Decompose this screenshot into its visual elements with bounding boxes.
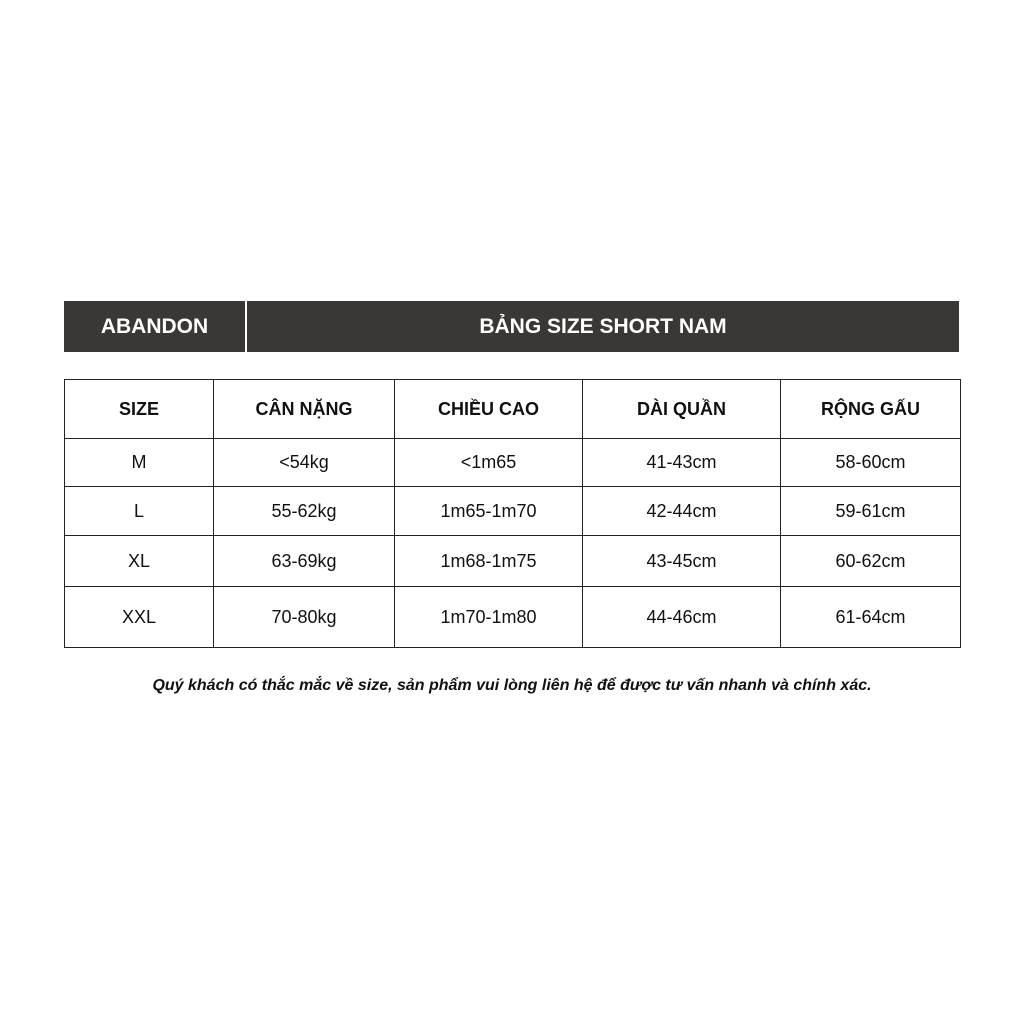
cell-length: 43-45cm — [583, 536, 781, 587]
cell-size: L — [65, 487, 214, 536]
cell-size: XXL — [65, 587, 214, 648]
table-row — [65, 536, 961, 587]
table-row — [65, 487, 961, 536]
cell-height: 1m70-1m80 — [395, 587, 583, 648]
table-row — [65, 587, 961, 648]
size-chart-table — [64, 379, 961, 648]
cell-height: 1m65-1m70 — [395, 487, 583, 536]
cell-hem-width: 60-62cm — [781, 536, 961, 587]
cell-size: XL — [65, 536, 214, 587]
cell-size: M — [65, 439, 214, 487]
cell-weight: 55-62kg — [214, 487, 395, 536]
header-bar — [64, 301, 959, 352]
cell-hem-width: 59-61cm — [781, 487, 961, 536]
brand-label: ABANDON — [64, 301, 245, 352]
table-row — [65, 439, 961, 487]
cell-length: 42-44cm — [583, 487, 781, 536]
column-header-size: SIZE — [65, 380, 214, 439]
column-header-height: CHIỀU CAO — [395, 380, 583, 439]
table-header-row — [65, 380, 961, 439]
cell-height: 1m68-1m75 — [395, 536, 583, 587]
cell-weight: 70-80kg — [214, 587, 395, 648]
cell-length: 44-46cm — [583, 587, 781, 648]
page-title: BẢNG SIZE SHORT NAM — [247, 301, 959, 352]
cell-hem-width: 61-64cm — [781, 587, 961, 648]
cell-hem-width: 58-60cm — [781, 439, 961, 487]
contact-note: Quý khách có thắc mắc về size, sản phẩm vui lòng liên hệ để được tư vấn nhanh và chính xác. — [152, 677, 872, 694]
cell-weight: 63-69kg — [214, 536, 395, 587]
cell-height: <1m65 — [395, 439, 583, 487]
cell-weight: <54kg — [214, 439, 395, 487]
column-header-weight: CÂN NẶNG — [214, 380, 395, 439]
column-header-length: DÀI QUẦN — [583, 380, 781, 439]
cell-length: 41-43cm — [583, 439, 781, 487]
column-header-hem-width: RỘNG GẤU — [781, 380, 961, 439]
